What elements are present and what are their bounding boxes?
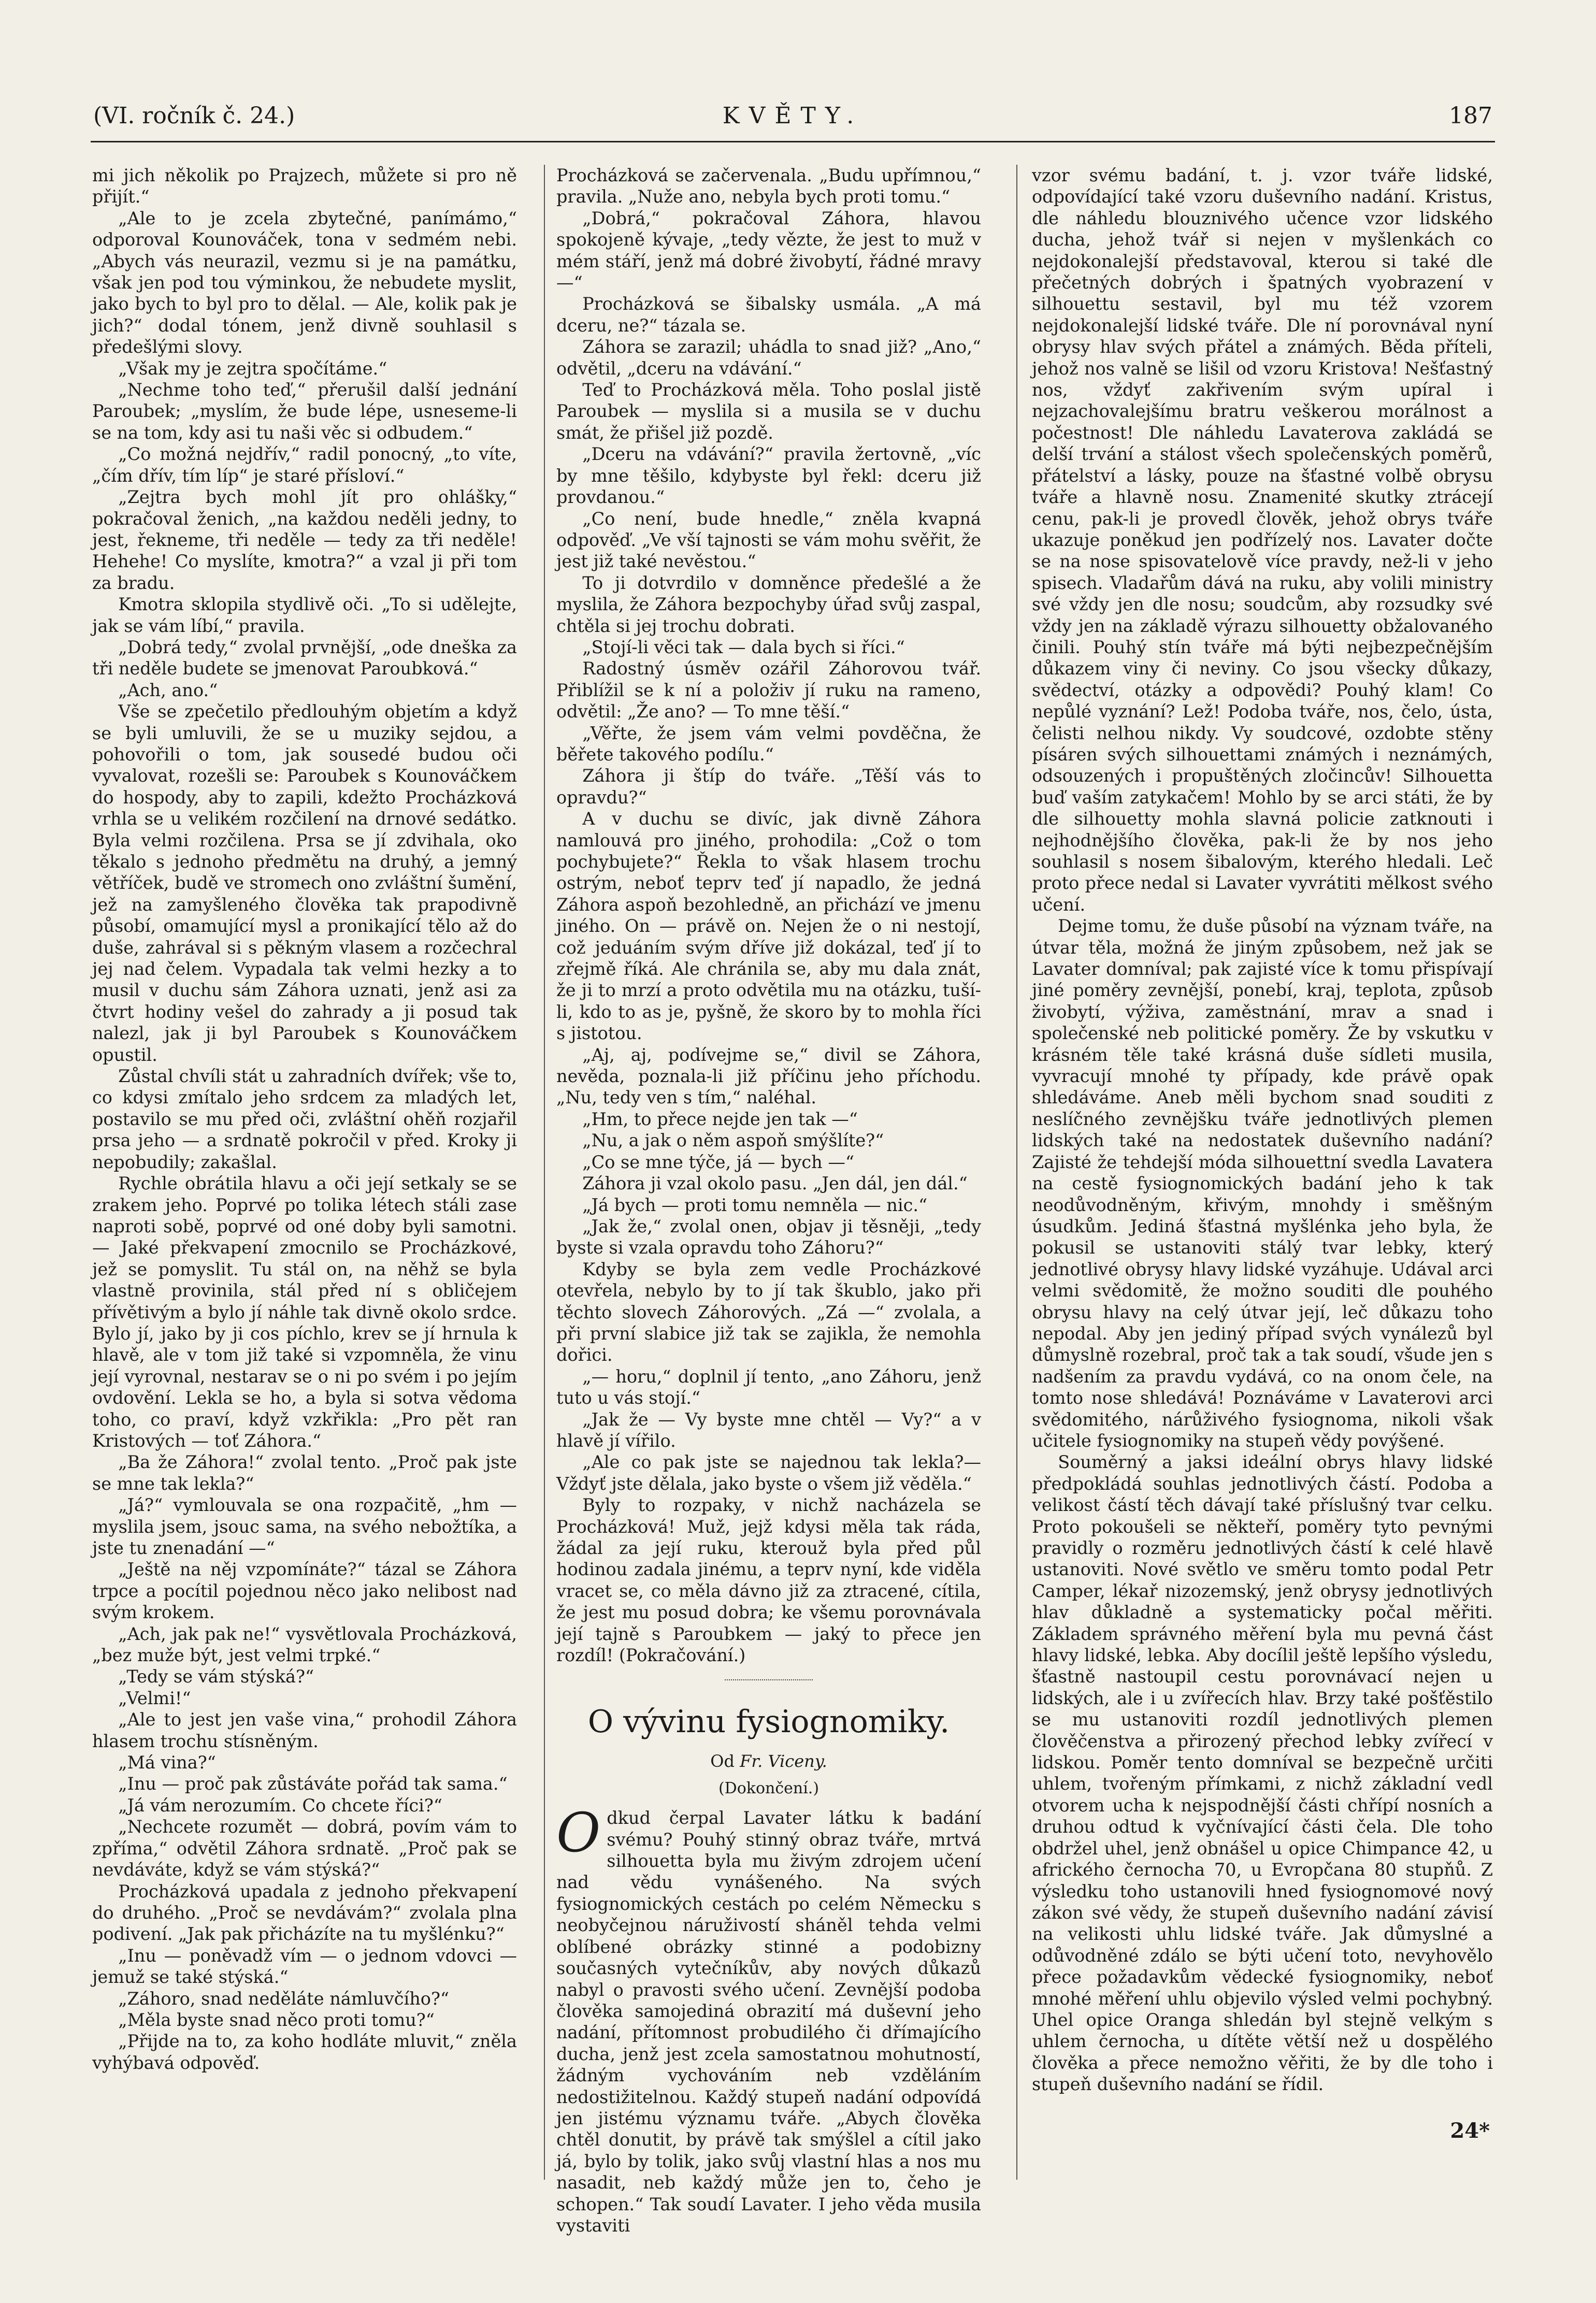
paragraph: „Nu, a jak o něm aspoň smýšlíte?“ xyxy=(582,1130,884,1151)
paragraph: Vše se zpečetilo předlouhým objetím a když se byli umluvili, že se u muziky sejdou, a pohovořili o tom, jak sousedé budou oči vyvalovat, rozešli se: Paroubek s Kounováčkem do hospody, aby to zapili, kdežto Procházková vrhla se u velikém rozčilení na drnové sedátko. Byla velmi rozčilena. Prsa se jí zdvihala, oko těkalo s jednoho předmětu na druhý, a jemný větříček, budě ve stromech ono zvláštní šumění, jež na zamyšleného člověka tak prapodivně působí, omamující mysl a pronikající tělo až do duše, zahrával si s pěkným vlasem a rozčechral jej nad čelem. Vypadala tak velmi hezky a to musil v duchu sám Záhora uznati, jenž asi za čtvrt hodiny vešel do zahrady a ji posud tak nalezl, jak ji byl Paroubek s Kounováčkem opustil. xyxy=(92,701,517,1065)
column-2 xyxy=(556,165,981,2236)
column-1 xyxy=(92,165,517,2216)
author-prefix: Od xyxy=(710,1751,735,1772)
paragraph: „Co se mne týče, já — bych —“ xyxy=(582,1151,854,1172)
paragraph: „Však my je zejtra spočítáme.“ xyxy=(118,358,387,379)
paragraph: „Tedy se vám stýská?“ xyxy=(118,1666,314,1687)
paragraph: „Záhoro, snad neděláte námluvčího?“ xyxy=(118,1988,450,2009)
paragraph: „Inu — proč pak zůstáváte pořád tak sama.“ xyxy=(118,1774,508,1794)
paragraph: Záhora se zarazil; uhádla to snad již? „Ano,“ odvětil, „dceru na vdávání.“ xyxy=(556,337,981,379)
paragraph: Dejme tomu, že duše působí na význam tváře, na útvar těla, možná že jiným způsobem, než jak se Lavater domníval; pak zajisté více k tomu přispívají jiné poměry zevnější, ponebí, kraj, teplota, způsob živobytí, výživa, zaměstnání, mrav a snad i společenské neb politické poměry. Že by vskutku v krásném těle také krásná duše sídleti musila, vyvracují mnohé ty případy, kde právě opak shledáváme. Aneb měli bychom snad souditi z neslíčného zevnějšku tváře jednotlivých plemen lidských také na nedostatek duševního nadání? Zajisté že tehdejší móda silhouettní svedla Lavatera na cestě fysiognomických badání jeho k tak neodůvodněným, křivým, mnohdy i směšným úsudkům. Jediná šťastná myšlénka jeho byla, že pokusil se ustanoviti stálý tvar lebky, který jednotlivé obrysy hlavy lidské vyzáhuje. Udával arci velmi svědomitě, že možno souditi dle pouhého obrysu hlavy na celý útvar její, leč důkazu toho nepodal. Aby jen jediný případ svých vynálezů byl důmyslně rozebral, proč tak a tak soudí, všude jen s nadšením za pravdu vydává, co na onom čele, na tomto nose shledává! Poznáváme v Lavaterovi arci svědomitého, nárůživého fysiognoma, nikoli však učitele fysiognomiky na stupeň vědy povýšené. xyxy=(1032,916,1493,1451)
paragraph: „Co možná nejdřív,“ radil ponocný, „to víte, „čím dřív, tím líp“ je staré přísloví.“ xyxy=(92,444,517,486)
paragraph: „Inu — poněvadž vím — o jednom vdovci — jemuž se také stýská.“ xyxy=(92,1945,517,1988)
paragraph: Kdyby se byla zem vedle Procházkové otevřela, nebylo by to jí tak škublo, jako při těchto slovech Záhorových. „Zá —“ zvolala, a při první slabice již tak se zajikla, že nemohla dořici. xyxy=(556,1259,981,1365)
paragraph: Záhora ji štíp do tváře. „Těší vás to opravdu?“ xyxy=(556,766,981,808)
ornament-divider xyxy=(725,1679,813,1680)
paragraph: To ji dotvrdilo v domněnce předešlé a že myslila, že Záhora bezpochyby úřad svůj zaspal, chtěla si jej trochu dobrati. xyxy=(556,572,981,636)
journal-title: KVĚTY. xyxy=(722,103,864,129)
paragraph: „Dceru na vdávání?“ pravila žertovně, „víc by mne těšilo, kdybyste byl řekl: dceru již provdanou.“ xyxy=(556,444,981,508)
paragraph: „Velmi!“ xyxy=(118,1688,191,1708)
signature-mark: 24* xyxy=(1450,2119,1490,2143)
paragraph: „Měla byste snad něco proti tomu?“ xyxy=(118,2009,435,2030)
paragraph: vzor svému badání, t. j. vzor tváře lidské, odpovídající také vzoru duševního nadání. Kristus, dle náhledu blouznivého učence vzor lidského ducha, jehož tvář si nejen v myšlenkách co nejdokonalejší představoval, kterou si také dle přečetných dobrých i špatných vyobrazení v silhouettu sestavil, byl mu též vzorem nejdokonalejší lidské tváře. Dle ní porovnával nyní obrysy hlav svých přátel a známých. Běda příteli, jehož nos valně se lišil od vzoru Kristova! Nešťastný nos, vždyť zakřivením svým upíral i nejzachovalejšímu bratru veškerou morálnost a počestnost! Dle náhledu Lavaterova zakládá se delší trvání a stálost všech společenských poměrů, přátelství a lásky, pouze na šťastné volbě obrysu tváře a hlavně nosu. Znamenité skutky ztrácejí cenu, pak-li je provedl člověk, jehož obrys tváře ukazuje poněkud jen podřízelý nos. Lavater dočte se na nose spisovatelově více pravdy, než-li v jeho spisech. Vladařům dává na ruku, aby volili ministry své vždy jen dle nosu; soudcům, aby rozsudky své vždy jen na základě výrazu silhouetty obžalovaného činili. Pouhý stín tváře má býti nejbezpečnějším důkazem viny či neviny. Co jsou všecky důkazy, svědectví, otázky a odpovědi? Pouhý klam! Co nepůlé vyznání? Lež! Podoba tváře, nos, čelo, ústa, čelisti nelhou nikdy. Vy soudcové, ozdobte stěny písáren svých silhouettami známých i neznámých, odsouzených i propuštěných zločincův! Silhouetta buď vaším zatykačem! Mohlo by se arci státi, že by dle silhouetty mohla slavná policie zatknouti i nejhodnějšího člověka, pak-li že by nos jeho souhlasil s nosem šibalovým, kterého hledali. Leč proto přece nedal si Lavater vyvrátiti mělkost svého učení. xyxy=(1032,165,1493,915)
drop-cap: O xyxy=(556,1801,601,1865)
paragraph: Souměrný a jaksi ideální obrys hlavy lidské předpokládá souhlas jednotlivých částí. Podoba a velikost částí těch dávají také příslušný tvar celku. Proto pokoušeli se někteří, poměry tyto pevnými pravidly o rozměru jednotlivých částí k celé hlavě ustanoviti. Nové světlo ve směru tomto podal Petr Camper, lékař nizozemský, jenž obrysy jednotlivých hlav důkladně a systematicky počal měřiti. Základem správného měření byla mu pevná část hlavy lidské, lebka. Aby docílil ještě lepšího výsledu, šťastně nastoupil cestu porovnávací nejen u lidských, ale i u zvířecích hlav. Brzy také pošťěstilo se mu ustanoviti rozdíl jednotlivých plemen člověčenstva a přirozený přechod lebky zvířecí v lidskou. Poměr tento domníval se bezpečně určiti uhlem, tvořeným přímkami, z nichž základní vedl otvorem ucha k nejspodnější části chřípí nosních a druhou odtud k vyčnívající části čela. Dle toho obdržel uhel, jenž obnášel u opice Chimpance 42, u afrického černocha 70, u Evropčana 80 stupňů. Z výsledku toho ustanovili hned fysiognomové nový zákon své vědy, že stupeň duševního nadání závisí na velikosti uhlu lidské tváře. Jak důmyslné a odůvodněné zdálo se býti učení toto, nevyhovělo přece požadavkům vědecké fysiognomiky, neboť mnohé měření uhlu objevilo výsled velmi pochybný. Uhel opice Oranga shledán byl stejně velkým s uhlem černocha, u dítěte větší než u dospělého člověka a přece nemožno věřiti, že by dle toho i stupeň duševního nadání se řídil. xyxy=(1032,1452,1493,2095)
paragraph: Procházková se začervenala. „Budu upřímnou,“ pravila. „Nuže ano, nebyla bych proti tomu.“ xyxy=(556,165,981,207)
paragraph: „Ach, jak pak ne!“ vysvětlovala Procházková, „bez muže být, jest velmi trpké.“ xyxy=(92,1623,517,1666)
paragraph: „Ale to jest jen vaše vina,“ prohodil Záhora hlasem trochu stísněným. xyxy=(92,1709,517,1751)
paragraph: mi jich několik po Prajzech, můžete si pro ně přijít.“ xyxy=(92,165,517,207)
paragraph: Procházková upadala z jednoho překvapení do druhého. „Proč se nevdávám?“ zvolala plna podivení. „Jak pak přicházíte na tu myšlénku?“ xyxy=(92,1881,517,1945)
paragraph: „Má vina?“ xyxy=(118,1752,216,1773)
article-author xyxy=(556,1751,981,1772)
column-divider-1 xyxy=(544,165,545,2180)
author-name: Fr. Viceny. xyxy=(740,1751,827,1772)
article-part: (Dokončení.) xyxy=(718,1779,819,1797)
paragraph: „Jak že — Vy byste mne chtěl — Vy?“ a v hlavě jí vířilo. xyxy=(556,1409,981,1451)
paragraph: Teď to Procházková měla. Toho poslal jistě Paroubek — myslila si a musila se v duchu smát, že přišel již pozdě. xyxy=(556,380,981,443)
article-first-paragraph xyxy=(556,1801,981,2236)
paragraph: „Věřte, že jsem vám velmi povděčna, že běřete takového podílu.“ xyxy=(556,723,981,765)
article-heading xyxy=(556,1679,981,1799)
paragraph: „Dobrá,“ pokračoval Záhora, hlavou spokojeně kývaje, „tedy vězte, že jest to muž v mém stáří, jenž má dobré živobytí, řádné mravy —“ xyxy=(556,208,981,293)
paragraph: „Ach, ano.“ xyxy=(118,680,218,700)
paragraph: Byly to rozpaky, v nichž nacházela se Procházková! Muž, jejž kdysi měla tak ráda, žádal za její ruku, kterouž byla před půl hodinou zadala jinému, a teprv nyní, kde viděla vracet se, co měla dávno již za ztracené, cítila, že jest mu posud dobra; ke všemu porovnávala její tajně s Paroubkem — jaký to přece jen rozdíl! (Pokračování.) xyxy=(556,1495,981,1666)
paragraph: „Hm, to přece nejde jen tak —“ xyxy=(582,1109,858,1129)
paragraph: Záhora ji vzal okolo pasu. „Jen dál, jen dál.“ xyxy=(582,1173,968,1194)
paragraph: „Aj, aj, podívejme se,“ divil se Záhora, nevěda, poznala-li již příčinu jeho příchodu. „Nu, tedy ven s tím,“ naléhal. xyxy=(556,1044,981,1108)
paragraph: Zůstal chvíli stát u zahradních dvířek; vše to, co kdysi zmítalo jeho srdcem za mladých let, postavilo se mu před oči, zvláštní ohěň rozjařil prsa jeho — a srdnatě pokročil v před. Kroky ji nepobudily; zakašlal. xyxy=(92,1066,517,1172)
paragraph: „Stojí-li věci tak — dala bych si říci.“ xyxy=(582,637,905,657)
paragraph: A v duchu se divíc, jak divně Záhora namlouvá pro jiného, prohodila: „Což o tom pochybujete?“ Řekla to však hlasem trochu ostrým, neboť teprv teď jí napadlo, že jedná Záhora aspoň bezohledně, an přichází ve jmenu jiného. On — právě on. Nejen že o ni nestojí, což jeduáním svým dříve již dokázal, teď jí to zřejmě říká. Ale chránila se, aby mu dala znát, že ji to mrzí a proto odvětila mu na otázku, tuší-li, kdo to as je, pyšně, že skoro by to mohla říci s jistotou. xyxy=(556,809,981,1044)
paragraph: „Já?“ vymlouvala se ona rozpačitě, „hm — myslila jsem, jsouc sama, na svého nebožtíka, a jste tu znenadání —“ xyxy=(92,1495,517,1558)
paragraph: „Ale co pak jste se najednou tak lekla?— Vždyť jste dělala, jako byste o všem již věděla.“ xyxy=(556,1452,981,1494)
column-divider-2 xyxy=(1016,165,1017,2180)
paragraph: „Co není, bude hnedle,“ zněla kvapná odpověď. „Ve vší tajnosti se vám mohu svěřit, že jest již také nevěstou.“ xyxy=(556,508,981,572)
paragraph: Kmotra sklopila stydlivě oči. „To si udělejte, jak se vám líbí,“ pravila. xyxy=(92,594,517,636)
paragraph: „Zejtra bych mohl jít pro ohlášky,“ pokračoval ženich, „na každou neděli jedny, to jest, řekneme, tři neděle — tedy za tři neděle! Hehehe! Co myslíte, kmotra?“ a vzal ji při tom za bradu. xyxy=(92,487,517,593)
paragraph: „Ba že Záhora!“ zvolal tento. „Proč pak jste se mne tak lekla?“ xyxy=(92,1452,517,1494)
paragraph: „Nechme toho teď,“ přerušil další jednání Paroubek; „myslím, že bude lépe, usneseme-li se na tom, kdy asi tu naši věc si odbudem.“ xyxy=(92,380,517,443)
paragraph: „Ještě na něj vzpomínáte?“ tázal se Záhora trpce a pocítil pojednou něco jako nelibost nad svým krokem. xyxy=(92,1559,517,1623)
paragraph: Rychle obrátila hlavu a oči její setkaly se se zrakem jeho. Poprvé po tolika létech stáli zase naproti sobě, poprvé od oné doby byli samotni. — Jaké překvapení zmocnilo se Procházkové, jež se pomyslit. Tu stál on, na něhž se byla vlastně provinila, stál před ní s obličejem přívětivým a bylo jí náhle tak divně okolo srdce. Bylo jí, jako by ji cos píchlo, krev se jí hrnula k hlavě, ale v tom již také si vzpomněla, že vinu její vyrovnal, nestarav se o ni po svém i po jejím ovdovění. Lekla se ho, a byla si sotva vědoma toho, co praví, když vzkřikla: „Pro pět ran Kristových — toť Záhora.“ xyxy=(92,1173,517,1451)
paragraph: „Já vám nerozumím. Co chcete říci?“ xyxy=(118,1795,442,1816)
article-title: O vývinu fysiognomiky. xyxy=(587,1704,950,1740)
paragraph: „Ale to je zcela zbytečné, panímámo,“ odporoval Kounováček, tona v sedmém nebi. „Abych vás neurazil, vezmu si je na památku, však jen pod tou výminkou, že nebudete myslit, jako bych to byl pro to dělal. — Ale, kolik pak je jich?“ dodal tónem, jenž divně souhlasil s předešlými slovy. xyxy=(92,208,517,357)
paragraph: Radostný úsměv ozářil Záhorovou tvář. Přiblížil se k ní a položiv jí ruku na rameno, odvětil: „Že ano? — To mne těší.“ xyxy=(556,658,981,722)
volume-issue: (VI. ročník č. 24.) xyxy=(93,103,295,129)
paragraph: „Já bych — proti tomu nemněla — nic.“ xyxy=(582,1194,928,1215)
paragraph: „Jak že,“ zvolal onen, objav ji těsněji, „tedy byste si vzala opravdu toho Záhoru?“ xyxy=(556,1216,981,1258)
header-rule xyxy=(91,141,1495,142)
paragraph: „Přijde na to, za koho hodláte mluvit,“ zněla vyhýbavá odpověď. xyxy=(92,2031,517,2073)
paragraph: „Dobrá tedy,“ zvolal prvnější, „ode dneška za tři neděle budete se jmenovat Paroubková.“ xyxy=(92,637,517,679)
page-number: 187 xyxy=(1449,103,1492,129)
paragraph: „Nechcete rozumět — dobrá, povím vám to zpříma,“ odvětil Záhora srdnatě. „Proč pak se nevdáváte, když se vám stýská?“ xyxy=(92,1817,517,1880)
paragraph: „— horu,“ doplnil jí tento, „ano Záhoru, jenž tuto u vás stojí.“ xyxy=(556,1366,981,1408)
page-header xyxy=(93,103,1492,134)
paragraph: Procházková se šibalsky usmála. „A má dceru, ne?“ tázala se. xyxy=(556,294,981,336)
first-paragraph-text: dkud čerpal Lavater látku k badání svému? Pouhý stinný obraz tváře, mrtvá silhouetta byla mu živým zdrojem učení nad vědu vynášeného. Na svých fysiognomických cestách po celém Německu s neobyčejnou náruživostí sháněl tehda velmi oblíbené obrázky stinné a podobizny současných vytečníkův, aby nových důkazů nabyl o pravosti svého učení. Zevnější podoba člověka samojediná obrazití má duševní jeho nadání, přítomnost probudilého či dřímajícího ducha, jenž jest zcela samostatnou mohutností, žádným vychováním neb vzděláním nedostižitelnou. Každý stupeň nadání odpovídá jen jistému významu tváře. „Abych člověka chtěl donutit, by právě tak smýšlel a cítil jako já, bylo by tolik, jako svůj vlastní hlas a nos mu nasadit, neb každý může jen to, čeho je schopen.“ Tak soudí Lavater. I jeho věda musila vystaviti xyxy=(556,1808,981,2236)
column-3 xyxy=(1032,165,1493,2216)
